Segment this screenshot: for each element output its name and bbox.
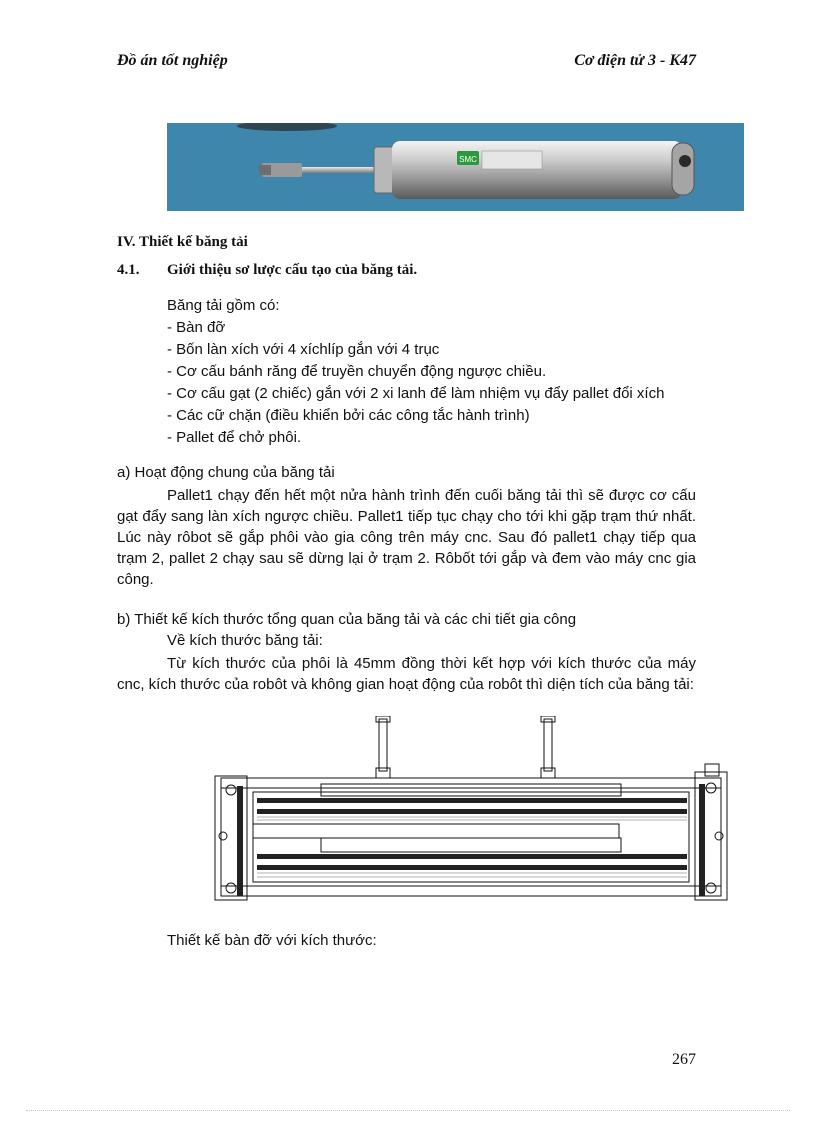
- section-heading-4-1: [117, 262, 417, 279]
- header-right: Cơ điện tử 3 - K47: [574, 52, 696, 69]
- section-heading-iv: IV. Thiết kế băng tải: [117, 234, 248, 250]
- list-item: - Bốn làn xích với 4 xíchlíp gắn với 4 trục: [167, 341, 440, 358]
- list-item: - Các cữ chặn (điều khiển bởi các công tắc hành trình): [167, 407, 530, 424]
- section-a-paragraph: [117, 485, 696, 590]
- components-intro: Băng tải gồm có:: [167, 297, 280, 314]
- page-number: 267: [672, 1051, 696, 1068]
- paragraph-text: Từ kích thước của phôi là 45mm đồng thời kết hợp với kích thước của máy cnc, kích thước của robôt và không gian hoạt động của robôt thì diện tích của băng tải:: [117, 655, 696, 693]
- cylinder-label: SMC: [459, 155, 477, 164]
- list-item: - Bàn đỡ: [167, 319, 226, 336]
- section-a-title: a) Hoạt động chung của băng tải: [117, 464, 335, 481]
- cylinder-illustration: [167, 123, 744, 211]
- section-title: Giới thiệu sơ lược cấu tạo của băng tải.: [167, 262, 418, 278]
- pneumatic-cylinder-photo: [167, 123, 744, 211]
- components-list: [167, 295, 664, 449]
- list-item: - Cơ cấu gạt (2 chiếc) gắn với 2 xi lanh để làm nhiệm vụ đẩy pallet đổi xích: [167, 385, 665, 402]
- list-item: - Pallet để chở phôi.: [167, 429, 302, 446]
- paragraph-text: Pallet1 chạy đến hết một nửa hành trình đến cuối băng tải thì sẽ được cơ cấu gạt đẩy sang làn xích ngược chiều. Pallet1 tiếp tục chạy cho tới khi gặp trạm thứ nhất. Lúc này rôbot sẽ gắp phôi vào gia công trên máy cnc. Sau đó pallet1 chạy tiếp qua trạm 2, pallet 2 chạy sau sẽ dừng lại ở trạm 2. Rôbốt tới gắp và đem vào máy cnc gia công.: [117, 487, 696, 588]
- table-caption: Thiết kế bàn đỡ với kích thước:: [167, 932, 377, 949]
- page-bottom-rule: [26, 1110, 790, 1111]
- section-b-paragraph: [117, 653, 696, 695]
- section-number: 4.1.: [117, 262, 140, 278]
- list-item: - Cơ cấu bánh răng để truyền chuyển động ngược chiều.: [167, 363, 547, 380]
- header-left: Đồ án tốt nghiệp: [117, 52, 228, 69]
- conveyor-technical-drawing: [213, 716, 733, 914]
- section-b-subtitle: Về kích thước băng tải:: [167, 632, 323, 649]
- conveyor-drawing-svg: [213, 716, 733, 914]
- section-b-title: b) Thiết kế kích thước tổng quan của băng tải và các chi tiết gia công: [117, 611, 577, 628]
